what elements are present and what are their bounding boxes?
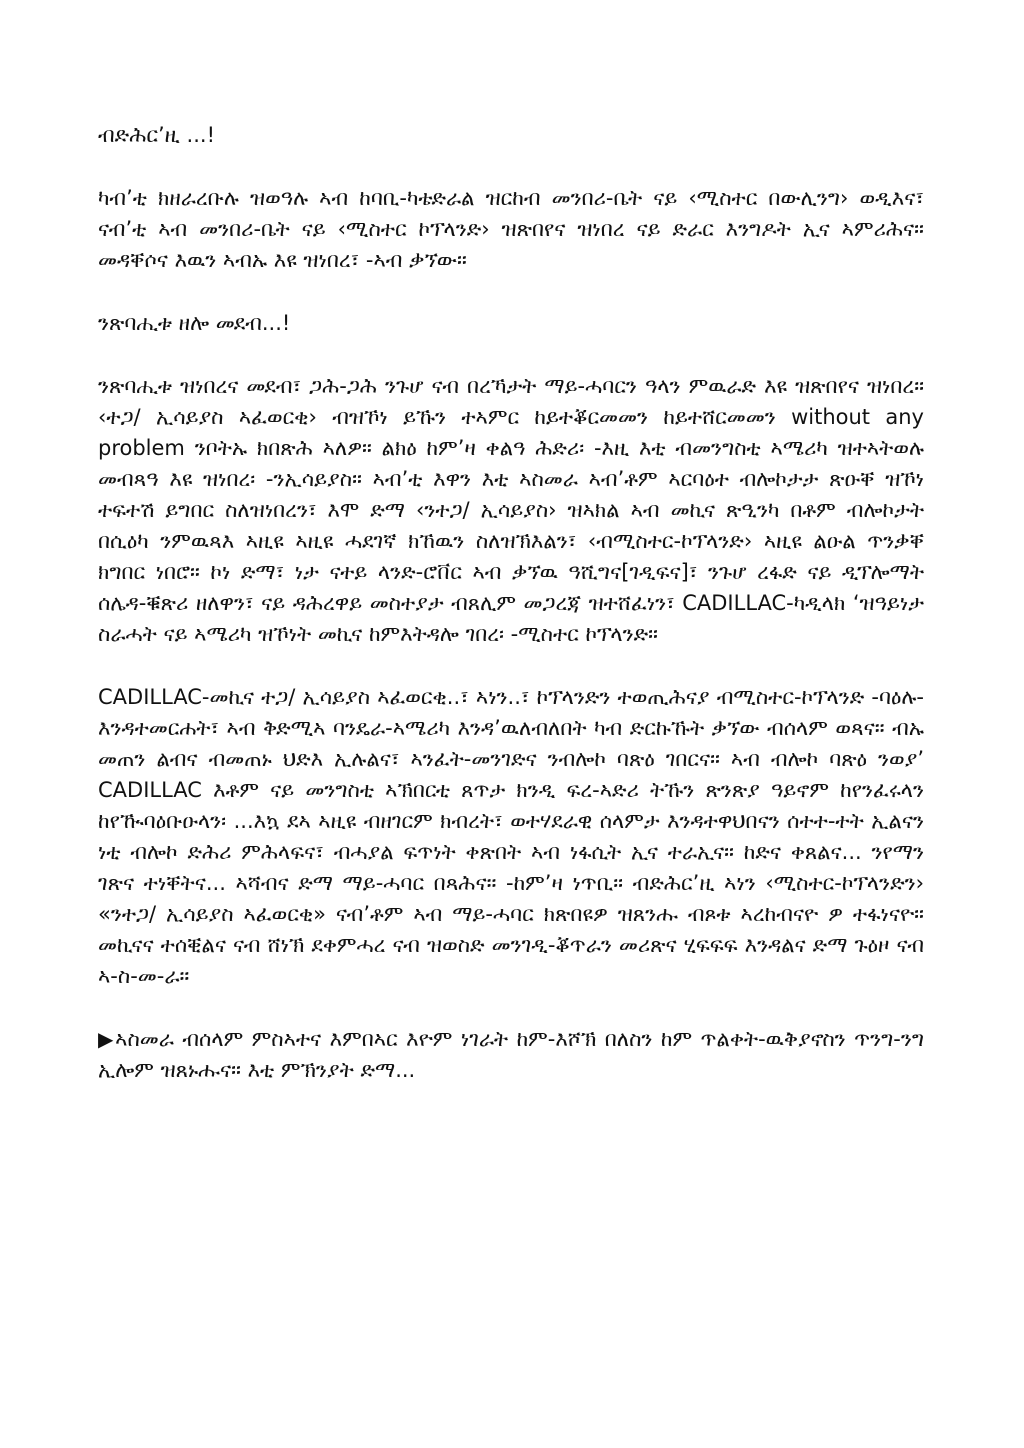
document-page [98, 120, 924, 1086]
section-heading-next-day-plan: ንጽባሒቱ ዘሎ መደብ...! [98, 311, 291, 335]
paragraph-return-asmara-text: ኣስመራ ብሰላም ምስኣተና እምበኣር እዮም ነገራት ከም-እሾኽ በለስን ከም ጥልቀት-ዉቅያኖስን ጥንግ-ንግ ኢሎም ዝጸኑሑና። እቲ ምኽንያት ድማ... [98, 1027, 924, 1082]
play-triangle-icon: ▶ [98, 1027, 116, 1051]
section-heading-after-this: ብድሕር’ዚ ...! [98, 123, 215, 147]
paragraph-return-asmara [98, 1024, 924, 1086]
paragraph-mission-plan: ንጽባሒቱ ዝነበረና መደብ፣ ጋሕ-ጋሕ ንጉሆ ናብ በረኻታት ማይ-ሓባርን ዓላን ምዉራድ እዩ ዝጽበየና ዝነበረ። ‹ተጋ/ ኢሳይያስ ኣፈወርቂ› ብዝኾነ ይኹን ተኣምር ከይተቖርመመን ከይተሸርመመን without any problem ንቦትኡ ክበጽሕ ኣለዎ። ልክዕ ከም’ዛ ቀልዓ ሕድሪ፡ -እዚ እቲ ብመንግስቲ ኣሜሪካ ዝተኣትወሉ መብጻዓ እዩ ዝነበረ፡ -ንኢሳይያስ። ኣብ’ቲ እዋን እቲ ኣስመራ ኣብ’ቶም ኣርባዕተ ብሎኮታታ ጽዑቐ ዝኾነ ተፍተሽ ይግበር ስለዝነበረን፣ እሞ ድማ ‹ንተጋ/ ኢሳይያስ› ዝኣክል ኣብ መኪና ጽዒንካ በቶም ብሎኮታት በሲዕካ ንምዉጻእ ኣዚዩ ኣዚዩ ሓደገኛ ክኸዉን ስለዝኽእልን፣ ‹ብሚስተር-ኮፕላንድ› ኣዚዩ ልዑል ጥንቃቐ ክግበር ነበሮ። ኮነ ድማ፣ ነታ ናተይ ላንድ-ሮቨር ኣብ ቃኘዉ ዓሺግና[ገዲፍና]፣ ንጉሆ ረፋድ ናይ ዲፕሎማት ሰሌዳ-ቑጽሪ ዘለዋን፣ ናይ ዳሕረዋይ መስተያታ ብጸሊም መጋረጃ ዝተሸፈነን፣ CADILLAC-ካዲላክ ‘ዝዓይነታ ስራሓት ናይ ኣሜሪካ ዝኾነት መኪና ከምእትዳሎ ገበረ፡ -ሚስተር ኮፕላንድ። [98, 374, 924, 646]
paragraph-cadillac-journey: CADILLAC-መኪና ተጋ/ ኢሳይያስ ኣፈወርቂ..፣ ኣነን..፣ ኮፕላንድን ተወጢሕናያ ብሚስተር-ኮፕላንድ -ባዕሉ- እንዳተመርሐት፣ ኣብ ቅድሚኣ ባንዴራ-ኣሜሪካ እንዳ’ዉለብለበት ካብ ድርኩኹት ቃኘው ብሰላም ወጻና። ብኡ መጠን ልብና ብመጠኑ ህድእ ኢሉልና፣ ኣንፈት-መንገድና ንብሎኮ ባጽዕ ገበርና። ኣብ ብሎኮ ባጽዕ ንወያ’ CADILLAC እቶም ናይ መንግስቲ ኣኽበርቲ ጸጥታ ክንዲ ፍረ-ኣድሪ ትኹን ጽንጽያ ዓይኖም ከየንፈሩላን ከየዂባዕቡዑላን፡ ...እኳ ደኣ ኣዚዩ ብዘገርም ክብረት፣ ወተሃደራዊ ሰላምታ እንዳተዋህበናን ሰተተ-ተት ኢልናን ነቲ ብሎኮ ድሕሪ ምሕላፍና፣ ብሓያል ፍጥነት ቀጽበት ኣብ ነፋሲት ኢና ተራኢና። ከድና ቀጸልና... ንየማን ገጽና ተነቐትና... ኣሻብና ድማ ማይ-ሓባር በጻሕና። -ከም’ዛ ነጥቢ። ብድሕር’ዚ ኣነን ‹ሚስተር-ኮፕላንድን› «ንተጋ/ ኢሳይያስ ኣፈወርቂ» ናብ’ቶም ኣብ ማይ-ሓባር ክጽበዩዎ ዝጸንሑ ብጾቱ ኣረከብናዮ ዎ ተፋነናዮ። መኪናና ተሰቒልና ናብ ሸነኽ ደቀምሓረ ናብ ዝወስድ መንገዲ-ቖጥራን መሪጽና ሂፍፍፍ እንዳልና ድማ ጉዕዞ ናብ ኣ-ስ-መ-ራ። [98, 685, 924, 988]
paragraph-dinner-invitation: ካብ’ቲ ክዘራረቡሉ ዝወዓሉ ኣብ ከባቢ-ካቴድራል ዝርከብ መንበሪ-ቤት ናይ ‹ሚስተር በውሊንግ› ወዲእና፣ ናብ’ቲ ኣብ መንበሪ-ቤት ናይ ‹ሚስተር ኮፕላንድ› ዝጽበየና ዝነበረ ናይ ድራር እንግዶት ኢና ኣምሪሕና። መዳቐሶና እዉን ኣብኡ እዩ ዝነበረ፣ -ኣብ ቃኘው። [98, 186, 924, 272]
